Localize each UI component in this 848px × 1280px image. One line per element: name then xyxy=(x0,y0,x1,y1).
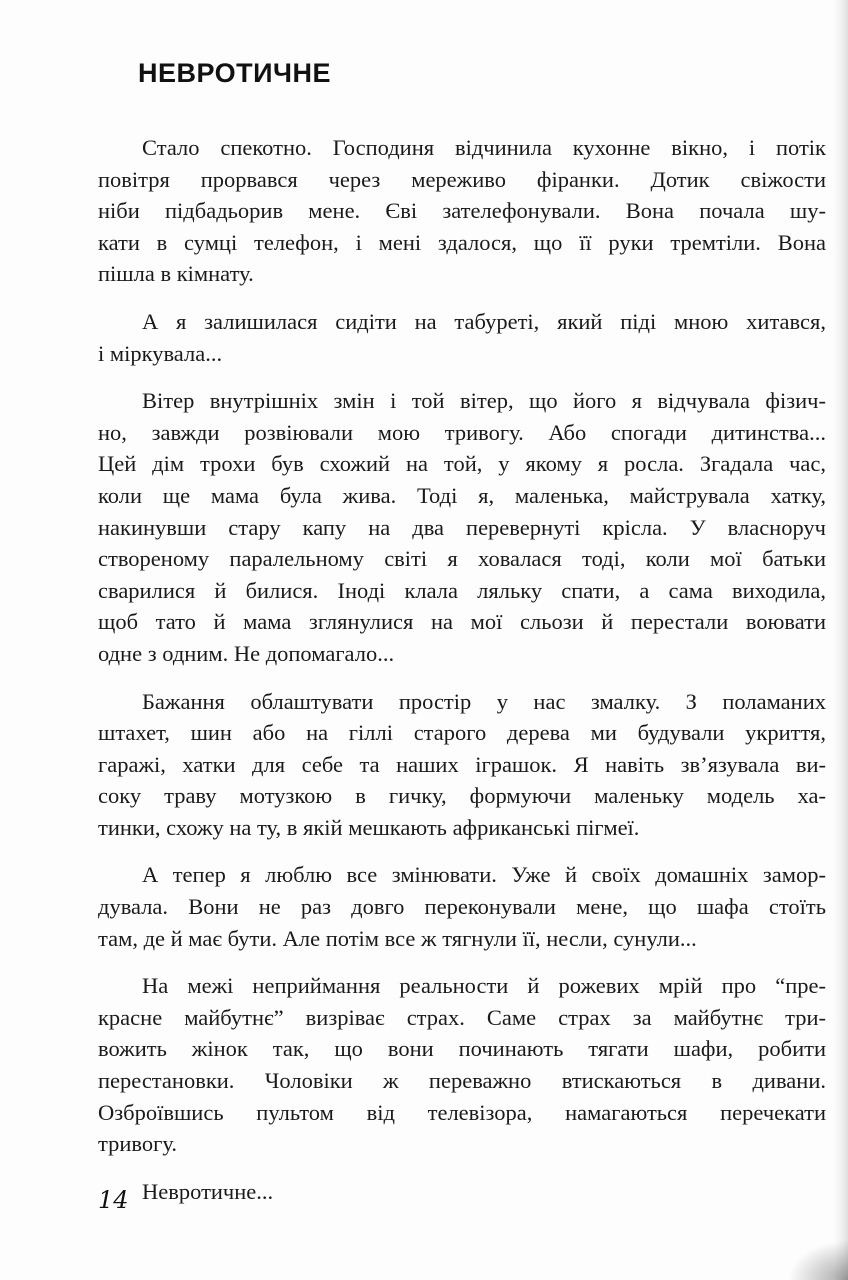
text-line: А тепер я люблю все змінювати. Уже й своїх домашніх замор- xyxy=(142,862,826,888)
text-line: тинки, схожу на ту, в якій мешкають африканські пігмеї. xyxy=(98,814,640,840)
text-line: повітря прорвався через мереживо фіранки. Дотик свіжости xyxy=(98,166,826,192)
text-line: Цей дім трохи був схожий на той, у якому я росла. Згадала час, xyxy=(98,451,826,477)
text-line: тривогу. xyxy=(98,1131,177,1157)
chapter-title: НЕВРОТИЧНЕ xyxy=(138,58,332,88)
text-line: Озброївшись пультом від телевізора, намагаються перечекати xyxy=(98,1099,826,1125)
text-line: щоб тато й мама зглянулися на мої сльози й перестали воювати xyxy=(98,609,826,635)
text-line: накинувши стару капу на два перевернуті крісла. У власноруч xyxy=(98,514,826,540)
page-corner-shadow xyxy=(788,1240,848,1280)
text-line: Бажання облаштувати простір у нас змалку. З поламаних xyxy=(142,688,826,714)
text-line: соку траву мотузкою в гичку, формуючи маленьку модель ха- xyxy=(98,783,826,809)
paragraph xyxy=(98,385,826,669)
text-line: одне з одним. Не допомагало... xyxy=(98,640,395,666)
page-edge-shadow xyxy=(834,0,848,1280)
paragraph xyxy=(98,686,826,844)
text-line: перестановки. Чоловіки ж переважно втискаються в дивани. xyxy=(98,1068,826,1094)
text-line: А я залишилася сидіти на табуреті, який піді мною хитався, xyxy=(142,308,826,334)
text-line: гаражі, хатки для себе та наших іграшок. Я навіть зв’язувала ви- xyxy=(98,751,826,777)
text-line: красне майбутнє” визріває страх. Саме страх за майбутнє три- xyxy=(98,1004,826,1030)
text-line: Невротичне... xyxy=(142,1178,274,1204)
text-line: кати в сумці телефон, і мені здалося, що її руки тремтіли. Вона xyxy=(98,229,826,255)
text-line: сварилися й билися. Іноді клала ляльку спати, а сама виходила, xyxy=(98,577,826,603)
text-line: створеному паралельному світі я ховалася тоді, коли мої батьки xyxy=(98,546,826,572)
text-line: дувала. Вони не раз довго переконували мене, що шафа стоїть xyxy=(98,894,826,920)
paragraph xyxy=(98,306,826,369)
page-number: 14 xyxy=(98,1186,129,1214)
paragraph xyxy=(98,859,826,954)
text-line: пішла в кімнату. xyxy=(98,261,254,287)
text-line: но, завжди розвіювали мою тривогу. Або спогади дитинства... xyxy=(98,419,826,445)
text-line: Стало спекотно. Господиня відчинила кухонне вікно, і потік xyxy=(142,135,826,160)
body-text xyxy=(98,132,826,1223)
text-line: На межі неприймання реальности й рожевих мрій про “пре- xyxy=(142,973,826,999)
text-line: штахет, шин або на гіллі старого дерева ми будували укриття, xyxy=(98,720,826,746)
paragraph xyxy=(98,132,826,290)
text-line: ніби підбадьорив мене. Єві зателефонували. Вона почала шу- xyxy=(98,198,826,224)
paragraph xyxy=(98,1176,826,1208)
text-line: там, де й має бути. Але потім все ж тягнули її, несли, сунули... xyxy=(98,925,697,951)
text-line: коли ще мама була жива. Тоді я, маленька, майструвала хатку, xyxy=(98,482,826,508)
paragraph xyxy=(98,970,826,1160)
text-line: Вітер внутрішніх змін і той вітер, що його я відчувала фізич- xyxy=(142,388,826,414)
text-line: вожить жінок так, що вони починають тягати шафи, робити xyxy=(98,1036,826,1062)
text-line: і міркувала... xyxy=(98,340,223,366)
